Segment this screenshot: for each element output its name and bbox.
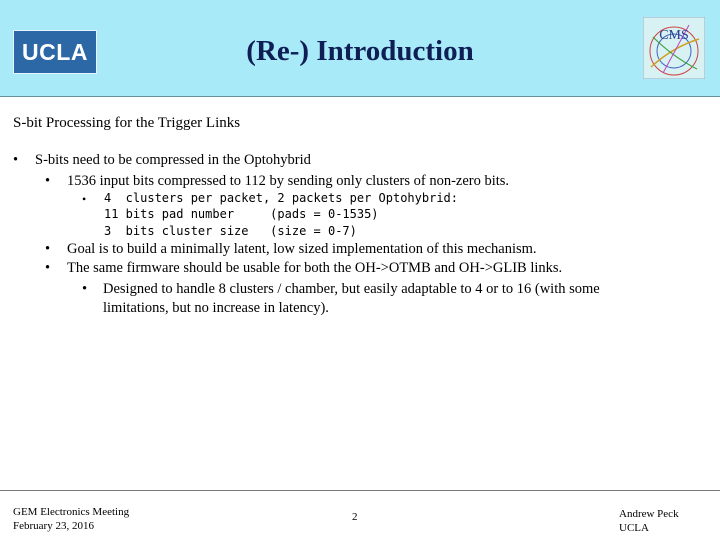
bullet-text: The same firmware should be usable for both the OH->OTMB and OH->GLIB links.	[67, 260, 563, 276]
footer-event	[13, 505, 129, 533]
bullet-marker: •	[13, 152, 19, 168]
bullet-text: Goal is to build a minimally latent, low sized implementation of this mechanism.	[67, 241, 537, 257]
cms-logo-text: CMS	[659, 28, 689, 43]
bullet-marker: •	[82, 281, 88, 297]
section-title: S-bit Processing for the Trigger Links	[13, 115, 241, 131]
bullet-text: 1536 input bits compressed to 112 by sending only clusters of non-zero bits.	[67, 173, 510, 189]
footer-divider	[0, 490, 720, 491]
bullet-marker: •	[45, 241, 51, 257]
bullet-marker: •	[45, 260, 51, 276]
bullet-marker: •	[82, 192, 87, 206]
slide-title: (Re-) Introduction	[246, 35, 474, 67]
ucla-logo-text: UCLA	[22, 38, 88, 65]
page-number: 2	[352, 511, 358, 523]
code-line: 3 bits cluster size (size = 0-7)	[104, 224, 357, 238]
slide-header	[0, 0, 720, 97]
bullet-text: S-bits need to be compressed in the Optohybrid	[35, 152, 311, 168]
footer-date: February 23, 2016	[13, 520, 94, 532]
footer-author-name: Andrew Peck	[619, 508, 679, 520]
bullet-text: limitations, but no increase in latency).	[103, 300, 329, 316]
bullet-text: Designed to handle 8 clusters / chamber, but easily adaptable to 4 or to 16 (with some	[103, 281, 600, 297]
footer-author	[619, 507, 679, 535]
code-line: 4 clusters per packet, 2 packets per Optohybrid:	[104, 191, 459, 205]
cms-logo-icon	[643, 17, 705, 79]
footer-affiliation: UCLA	[619, 522, 649, 534]
bullet-marker: •	[45, 173, 51, 189]
footer-meeting-name: GEM Electronics Meeting	[13, 506, 130, 518]
code-line: 11 bits pad number (pads = 0-1535)	[104, 207, 379, 221]
